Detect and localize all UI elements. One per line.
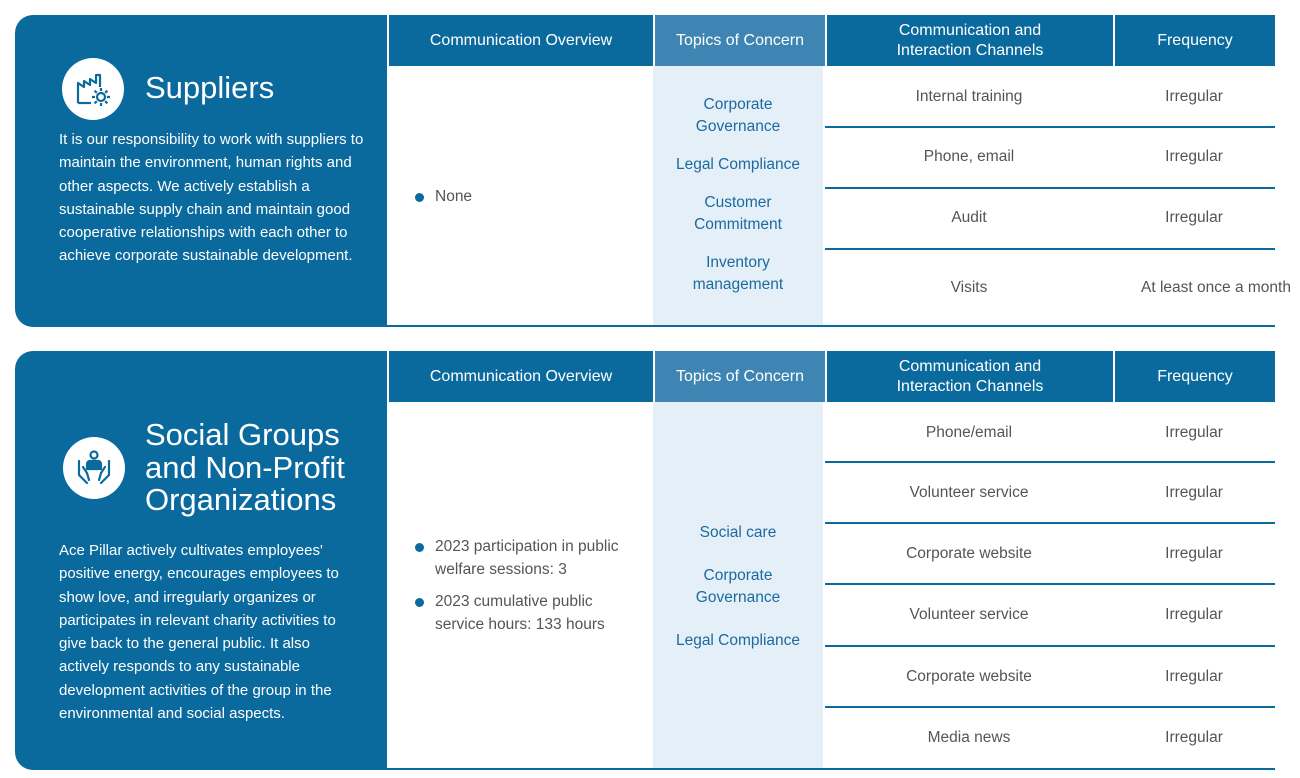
channel-cell: Volunteer service: [909, 606, 1029, 623]
topic-item: Legal Compliance: [675, 632, 801, 649]
table-bottom-border: [387, 325, 825, 327]
hands-person-icon: [63, 437, 125, 499]
overview-column: [387, 66, 653, 327]
header-frequency: Frequency: [1113, 15, 1275, 66]
channel-cell: Internal training: [915, 88, 1023, 105]
social-groups-table: [387, 351, 1275, 770]
table-row: [825, 708, 1275, 770]
table-bottom-border: [387, 768, 825, 770]
overview-item: 2023 participation in public welfare sessions: 3: [415, 535, 645, 581]
overview-item: None: [415, 185, 472, 208]
suppliers-title: Suppliers: [145, 70, 275, 105]
channel-cell: Media news: [927, 729, 1011, 746]
topics-column: [653, 402, 823, 770]
table-row: [825, 66, 1275, 128]
header-topics-of-concern: Topics of Concern: [653, 15, 825, 66]
channel-cell: Visits: [950, 278, 988, 296]
title-line: and Non-Profit: [145, 449, 345, 485]
header-channels: [825, 351, 1113, 402]
topics-column: [653, 66, 823, 327]
header-channels-line2: Interaction Channels: [896, 41, 1044, 59]
topic-item: Customer Commitment: [694, 194, 782, 233]
social-groups-section: [15, 351, 1275, 770]
table-row: [825, 647, 1275, 708]
header-communication-overview: Communication Overview: [387, 351, 653, 402]
channel-cell: Audit: [951, 209, 987, 226]
channel-cell: Phone, email: [923, 148, 1015, 165]
header-channels-line2: Interaction Channels: [896, 377, 1044, 395]
frequency-cell: Irregular: [1165, 544, 1223, 562]
table-row: [825, 524, 1275, 585]
channel-cell: Phone/email: [925, 424, 1013, 441]
title-line: Organizations: [145, 482, 337, 517]
table-row: [825, 128, 1275, 189]
title-line: Social Groups: [145, 417, 340, 452]
header-frequency: Frequency: [1113, 351, 1275, 402]
suppliers-section: [15, 15, 1291, 327]
topic-item: Social care: [699, 524, 777, 541]
header-channels: [825, 15, 1113, 66]
frequency-cell: Irregular: [1165, 667, 1223, 685]
frequency-cell: At least once a month: [1141, 278, 1291, 296]
frequency-cell: Irregular: [1165, 148, 1223, 165]
topic-item: Corporate Governance: [695, 567, 781, 606]
channel-cell: Corporate website: [906, 544, 1032, 562]
suppliers-table: [387, 15, 1291, 327]
social-groups-title: [145, 419, 345, 517]
overview-item: 2023 cumulative public service hours: 133 hours: [415, 590, 645, 636]
frequency-cell: Irregular: [1165, 209, 1223, 226]
table-row: [825, 463, 1275, 524]
table-row: [825, 250, 1291, 327]
header-channels-line1: Communication and: [898, 357, 1042, 375]
frequency-cell: Irregular: [1165, 729, 1223, 746]
header-communication-overview: Communication Overview: [387, 15, 653, 66]
suppliers-card: [15, 15, 387, 327]
frequency-cell: Irregular: [1165, 424, 1223, 441]
table-row: [825, 402, 1275, 463]
overview-column: [387, 402, 653, 770]
channel-cell: Volunteer service: [909, 483, 1029, 501]
topic-item: Corporate Governance: [695, 96, 781, 135]
header-topics-of-concern: Topics of Concern: [653, 351, 825, 402]
table-row: [825, 189, 1275, 250]
frequency-cell: Irregular: [1165, 483, 1223, 501]
header-channels-line1: Communication and: [898, 21, 1042, 39]
frequency-cell: Irregular: [1165, 88, 1223, 105]
frequency-cell: Irregular: [1165, 606, 1223, 623]
channel-cell: Corporate website: [906, 667, 1032, 685]
topic-item: Legal Compliance: [675, 156, 801, 173]
table-row: [825, 585, 1275, 647]
suppliers-description: It is our responsibility to work with suppliers to maintain the environment, human rights and other aspects. We actively establish a sustainable supply chain and maintain good cooperative relationships with each other to achieve corporate sustainable development.: [59, 131, 364, 265]
social-groups-card: [15, 351, 387, 770]
topic-item: Inventory management: [692, 254, 784, 293]
social-groups-description: Ace Pillar actively cultivates employees' positive energy, encourages employees to show love, and irregularly organizes or participates in relevant charity activities to give back to the general public. It also actively responds to any sustainable development activities of the group in the environmental and social aspects.: [59, 542, 339, 723]
factory-gear-icon: [62, 58, 124, 120]
